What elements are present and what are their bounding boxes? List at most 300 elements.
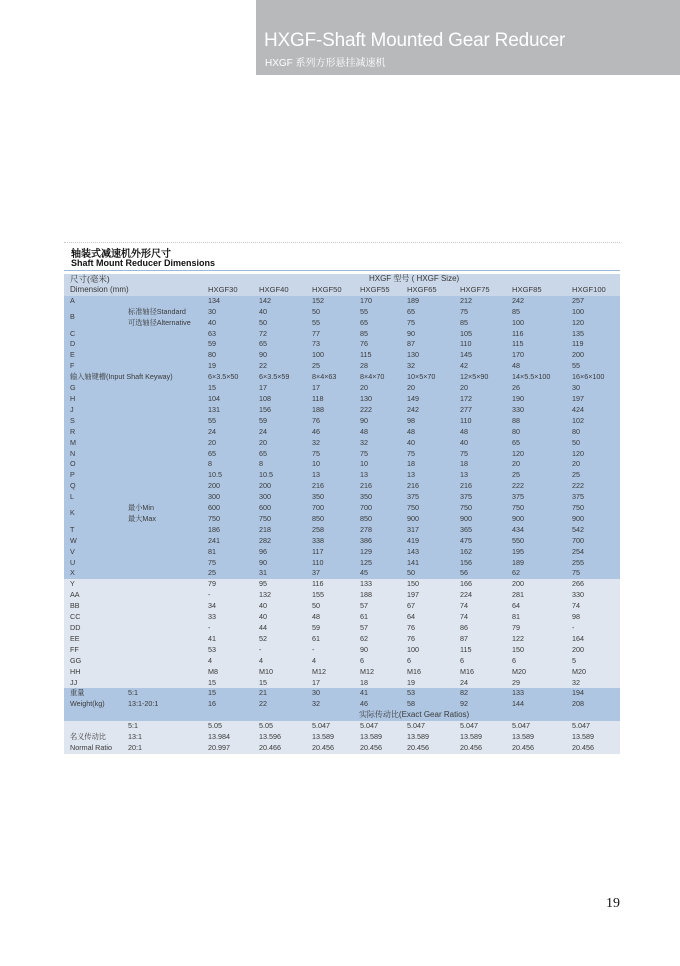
value-cell: 32: [356, 438, 403, 449]
row-ratio-c: [64, 743, 620, 754]
value-cell: 20.456: [508, 743, 568, 754]
value-cell: 900: [508, 514, 568, 525]
value-cell: 48: [403, 427, 456, 438]
blank-cell: [64, 710, 204, 721]
value-cell: 208: [568, 699, 620, 710]
value-cell: 77: [308, 329, 356, 340]
value-cell: 216: [403, 481, 456, 492]
value-cell: 65: [255, 449, 308, 460]
value-cell: 13: [356, 470, 403, 481]
value-cell: 108: [255, 394, 308, 405]
value-cell: 188: [308, 405, 356, 416]
ratio-label-en: Normal Ratio: [64, 743, 124, 754]
dimension-label: EE: [64, 634, 204, 645]
value-cell: 32: [568, 678, 620, 689]
value-cell: 50: [255, 318, 308, 329]
row-b-alt: [64, 318, 620, 329]
value-cell: 76: [403, 623, 456, 634]
value-cell: 25: [508, 470, 568, 481]
value-cell: 95: [255, 579, 308, 590]
dimension-label: K: [64, 503, 124, 525]
ratio-label-cn: 名义传动比: [64, 732, 124, 743]
value-cell: 98: [403, 416, 456, 427]
value-cell: 25: [568, 470, 620, 481]
size-caption: HXGF 型号 ( HXGF Size): [204, 274, 620, 285]
value-cell: 5.047: [356, 721, 403, 732]
dimension-label: AA: [64, 590, 204, 601]
value-cell: 40: [403, 438, 456, 449]
dimension-label: H: [64, 394, 204, 405]
value-cell: 135: [568, 329, 620, 340]
value-cell: 16×6×100: [568, 372, 620, 383]
value-cell: 317: [403, 525, 456, 536]
value-cell: 13: [308, 470, 356, 481]
value-cell: 32: [308, 438, 356, 449]
value-cell: 155: [308, 590, 356, 601]
dimension-label: S: [64, 416, 204, 427]
dimension-label: CC: [64, 612, 204, 623]
value-cell: 75: [403, 449, 456, 460]
value-cell: 110: [456, 339, 508, 350]
row-jj: [64, 678, 620, 689]
row-weight: [64, 688, 620, 699]
value-cell: 24: [456, 678, 508, 689]
value-cell: 170: [356, 296, 403, 307]
row-ratio-b: [64, 732, 620, 743]
model-header: HXGF65: [403, 285, 456, 296]
value-cell: 8: [255, 459, 308, 470]
value-cell: 22: [255, 699, 308, 710]
value-cell: 475: [456, 536, 508, 547]
value-cell: 212: [456, 296, 508, 307]
value-cell: 62: [356, 634, 403, 645]
value-cell: 542: [568, 525, 620, 536]
value-cell: 59: [204, 339, 255, 350]
ratio-label: 5:1: [124, 721, 204, 732]
value-cell: 74: [568, 601, 620, 612]
dimension-label: D: [64, 339, 204, 350]
value-cell: 5.047: [508, 721, 568, 732]
value-cell: 50: [403, 568, 456, 579]
value-cell: 150: [403, 579, 456, 590]
value-cell: 10.5: [255, 470, 308, 481]
value-cell: 350: [308, 492, 356, 503]
dimension-label: T: [64, 525, 204, 536]
value-cell: 222: [568, 481, 620, 492]
value-cell: 16: [204, 699, 255, 710]
value-cell: 64: [403, 612, 456, 623]
value-cell: 300: [255, 492, 308, 503]
value-cell: 141: [403, 558, 456, 569]
value-cell: 750: [456, 503, 508, 514]
value-cell: 13.589: [568, 732, 620, 743]
value-cell: 129: [356, 547, 403, 558]
value-cell: 200: [568, 645, 620, 656]
value-cell: M10: [255, 667, 308, 678]
row-d: [64, 339, 620, 350]
row-l: [64, 492, 620, 503]
value-cell: 41: [356, 688, 403, 699]
value-cell: 75: [456, 449, 508, 460]
keyway-label: 输入轴键槽(Input Shaft Keyway): [64, 372, 204, 383]
value-cell: 6×3.5×59: [255, 372, 308, 383]
value-cell: 116: [308, 579, 356, 590]
value-cell: 34: [204, 601, 255, 612]
value-cell: 20: [255, 438, 308, 449]
row-ratio-a: [64, 721, 620, 732]
value-cell: 96: [255, 547, 308, 558]
row-e: [64, 350, 620, 361]
value-cell: 5.05: [204, 721, 255, 732]
value-cell: 40: [456, 438, 508, 449]
value-cell: 6: [403, 656, 456, 667]
value-cell: -: [204, 590, 255, 601]
value-cell: 195: [508, 547, 568, 558]
row-r: [64, 427, 620, 438]
value-cell: 87: [456, 634, 508, 645]
value-cell: -: [255, 645, 308, 656]
value-cell: 46: [308, 427, 356, 438]
row-dd: [64, 623, 620, 634]
value-cell: 32: [308, 699, 356, 710]
value-cell: 117: [308, 547, 356, 558]
value-cell: 125: [356, 558, 403, 569]
value-cell: 90: [255, 558, 308, 569]
value-cell: 216: [456, 481, 508, 492]
weight-ratio-label: 5:1: [124, 688, 204, 699]
ratio-label: 13:1: [124, 732, 204, 743]
row-g: [64, 383, 620, 394]
value-cell: 32: [403, 361, 456, 372]
value-cell: 900: [403, 514, 456, 525]
dimension-header-cn: 尺寸(毫米): [64, 274, 204, 285]
value-cell: 79: [204, 579, 255, 590]
value-cell: 110: [456, 416, 508, 427]
value-cell: 10.5: [204, 470, 255, 481]
value-cell: 216: [308, 481, 356, 492]
value-cell: 116: [508, 329, 568, 340]
value-cell: 98: [568, 612, 620, 623]
value-cell: 17: [308, 383, 356, 394]
value-cell: 24: [255, 427, 308, 438]
value-cell: 76: [356, 339, 403, 350]
value-cell: 255: [568, 558, 620, 569]
standard-label: 标准轴径Standard: [124, 307, 204, 318]
value-cell: 75: [204, 558, 255, 569]
value-cell: 166: [456, 579, 508, 590]
value-cell: 18: [403, 459, 456, 470]
value-cell: 61: [308, 634, 356, 645]
value-cell: 156: [255, 405, 308, 416]
value-cell: 142: [255, 296, 308, 307]
value-cell: 57: [356, 601, 403, 612]
row-weight-b: [64, 699, 620, 710]
model-header: HXGF100: [568, 285, 620, 296]
row-a: [64, 296, 620, 307]
value-cell: 6: [456, 656, 508, 667]
value-cell: 62: [508, 568, 568, 579]
value-cell: 28: [356, 361, 403, 372]
value-cell: 30: [568, 383, 620, 394]
model-header: HXGF55: [356, 285, 403, 296]
value-cell: 6×3.5×50: [204, 372, 255, 383]
value-cell: M20: [568, 667, 620, 678]
value-cell: 13.589: [508, 732, 568, 743]
row-t: [64, 525, 620, 536]
row-exact-ratio-caption: [64, 710, 620, 721]
value-cell: 90: [403, 329, 456, 340]
value-cell: 197: [568, 394, 620, 405]
value-cell: 90: [356, 645, 403, 656]
row-o: [64, 459, 620, 470]
row-ff: [64, 645, 620, 656]
dimension-label: C: [64, 329, 204, 340]
value-cell: 40: [204, 318, 255, 329]
value-cell: 386: [356, 536, 403, 547]
value-cell: 20.456: [356, 743, 403, 754]
value-cell: 37: [308, 568, 356, 579]
value-cell: 242: [403, 405, 456, 416]
min-label: 最小Min: [124, 503, 204, 514]
value-cell: 143: [403, 547, 456, 558]
value-cell: -: [204, 623, 255, 634]
value-cell: 118: [308, 394, 356, 405]
value-cell: 10: [308, 459, 356, 470]
value-cell: 4: [308, 656, 356, 667]
value-cell: 13: [403, 470, 456, 481]
value-cell: 5.047: [308, 721, 356, 732]
value-cell: 40: [255, 601, 308, 612]
row-k: [64, 503, 620, 514]
blank-cell: [64, 721, 124, 732]
value-cell: 100: [568, 307, 620, 318]
value-cell: 156: [456, 558, 508, 569]
value-cell: 242: [508, 296, 568, 307]
value-cell: 200: [255, 481, 308, 492]
value-cell: 26: [508, 383, 568, 394]
value-cell: 13.589: [456, 732, 508, 743]
value-cell: 55: [204, 416, 255, 427]
value-cell: 600: [255, 503, 308, 514]
value-cell: 100: [403, 645, 456, 656]
value-cell: 132: [255, 590, 308, 601]
row-x: [64, 568, 620, 579]
value-cell: 189: [403, 296, 456, 307]
section-divider-top: [64, 242, 620, 243]
value-cell: 850: [356, 514, 403, 525]
max-label: 最大Max: [124, 514, 204, 525]
value-cell: 48: [308, 612, 356, 623]
value-cell: 85: [508, 307, 568, 318]
value-cell: 6: [508, 656, 568, 667]
value-cell: 65: [356, 318, 403, 329]
value-cell: 110: [308, 558, 356, 569]
value-cell: 170: [508, 350, 568, 361]
value-cell: 13.984: [204, 732, 255, 743]
value-cell: 67: [403, 601, 456, 612]
dimension-label: G: [64, 383, 204, 394]
value-cell: 42: [456, 361, 508, 372]
value-cell: 48: [508, 361, 568, 372]
value-cell: M12: [356, 667, 403, 678]
row-w: [64, 536, 620, 547]
value-cell: 750: [568, 503, 620, 514]
value-cell: 130: [356, 394, 403, 405]
value-cell: 13.596: [255, 732, 308, 743]
dimension-label: F: [64, 361, 204, 372]
value-cell: 375: [403, 492, 456, 503]
value-cell: 10×5×70: [403, 372, 456, 383]
value-cell: 120: [568, 318, 620, 329]
value-cell: 65: [204, 449, 255, 460]
value-cell: 50: [308, 307, 356, 318]
value-cell: 278: [356, 525, 403, 536]
ratio-label: 20:1: [124, 743, 204, 754]
value-cell: 115: [356, 350, 403, 361]
row-b: [64, 307, 620, 318]
value-cell: 85: [456, 318, 508, 329]
value-cell: 194: [568, 688, 620, 699]
row-y: [64, 579, 620, 590]
value-cell: 92: [456, 699, 508, 710]
value-cell: 20: [508, 459, 568, 470]
table-header-row: [64, 274, 620, 285]
row-bb: [64, 601, 620, 612]
value-cell: 375: [508, 492, 568, 503]
value-cell: 15: [204, 383, 255, 394]
value-cell: 82: [456, 688, 508, 699]
value-cell: 17: [308, 678, 356, 689]
value-cell: 65: [403, 307, 456, 318]
value-cell: 150: [508, 645, 568, 656]
value-cell: 74: [456, 601, 508, 612]
value-cell: 189: [508, 558, 568, 569]
dimension-label: A: [64, 296, 204, 307]
value-cell: 13.589: [403, 732, 456, 743]
dimension-label: HH: [64, 667, 204, 678]
row-j: [64, 405, 620, 416]
value-cell: 104: [204, 394, 255, 405]
model-header: HXGF40: [255, 285, 308, 296]
value-cell: 40: [255, 612, 308, 623]
value-cell: 266: [568, 579, 620, 590]
value-cell: 56: [456, 568, 508, 579]
model-header: HXGF50: [308, 285, 356, 296]
value-cell: 8×4×70: [356, 372, 403, 383]
value-cell: 24: [204, 427, 255, 438]
value-cell: 61: [356, 612, 403, 623]
value-cell: 700: [568, 536, 620, 547]
value-cell: 59: [308, 623, 356, 634]
value-cell: 750: [255, 514, 308, 525]
value-cell: 218: [255, 525, 308, 536]
dimension-label: W: [64, 536, 204, 547]
dimension-table-container: [64, 274, 620, 754]
exact-ratio-caption: 实际传动比(Exact Gear Ratios): [204, 710, 620, 721]
model-header: HXGF30: [204, 285, 255, 296]
row-k-max: [64, 514, 620, 525]
value-cell: 338: [308, 536, 356, 547]
value-cell: 64: [508, 601, 568, 612]
value-cell: 90: [255, 350, 308, 361]
value-cell: 30: [204, 307, 255, 318]
value-cell: 5.047: [403, 721, 456, 732]
value-cell: 120: [508, 449, 568, 460]
value-cell: 65: [255, 339, 308, 350]
value-cell: 257: [568, 296, 620, 307]
value-cell: 58: [403, 699, 456, 710]
value-cell: 900: [456, 514, 508, 525]
value-cell: 375: [568, 492, 620, 503]
value-cell: 750: [204, 514, 255, 525]
value-cell: 115: [456, 645, 508, 656]
value-cell: 850: [308, 514, 356, 525]
value-cell: 152: [308, 296, 356, 307]
value-cell: 72: [255, 329, 308, 340]
value-cell: 76: [308, 416, 356, 427]
value-cell: 258: [308, 525, 356, 536]
value-cell: 419: [403, 536, 456, 547]
dimension-label: P: [64, 470, 204, 481]
value-cell: 20.466: [255, 743, 308, 754]
value-cell: 200: [508, 579, 568, 590]
row-n: [64, 449, 620, 460]
section-title-cn: 轴装式减速机外形尺寸: [71, 249, 171, 260]
value-cell: 330: [568, 590, 620, 601]
value-cell: 30: [308, 688, 356, 699]
value-cell: 102: [568, 416, 620, 427]
row-cc: [64, 612, 620, 623]
row-p: [64, 470, 620, 481]
alternative-label: 可选轴径Alternative: [124, 318, 204, 329]
value-cell: 17: [255, 383, 308, 394]
value-cell: 15: [204, 678, 255, 689]
value-cell: 190: [508, 394, 568, 405]
value-cell: 222: [508, 481, 568, 492]
weight-ratio-label: 13:1-20:1: [124, 699, 204, 710]
row-gg: [64, 656, 620, 667]
value-cell: 115: [508, 339, 568, 350]
value-cell: M12: [308, 667, 356, 678]
value-cell: 145: [456, 350, 508, 361]
value-cell: 80: [508, 427, 568, 438]
value-cell: 40: [255, 307, 308, 318]
dimension-label: J: [64, 405, 204, 416]
value-cell: 13: [456, 470, 508, 481]
value-cell: 133: [356, 579, 403, 590]
row-keyway: [64, 372, 620, 383]
value-cell: M16: [403, 667, 456, 678]
value-cell: 119: [568, 339, 620, 350]
value-cell: 254: [568, 547, 620, 558]
value-cell: 55: [356, 307, 403, 318]
row-u: [64, 558, 620, 569]
value-cell: 19: [403, 678, 456, 689]
value-cell: 750: [403, 503, 456, 514]
value-cell: 100: [508, 318, 568, 329]
value-cell: -: [308, 645, 356, 656]
value-cell: 20.456: [568, 743, 620, 754]
value-cell: 46: [356, 699, 403, 710]
dimension-header-en: Dimension (mm): [64, 285, 204, 296]
value-cell: 131: [204, 405, 255, 416]
model-header: HXGF75: [456, 285, 508, 296]
dimension-table: [64, 274, 620, 754]
value-cell: 31: [255, 568, 308, 579]
value-cell: M16: [456, 667, 508, 678]
dimension-label: Y: [64, 579, 204, 590]
value-cell: 120: [568, 449, 620, 460]
